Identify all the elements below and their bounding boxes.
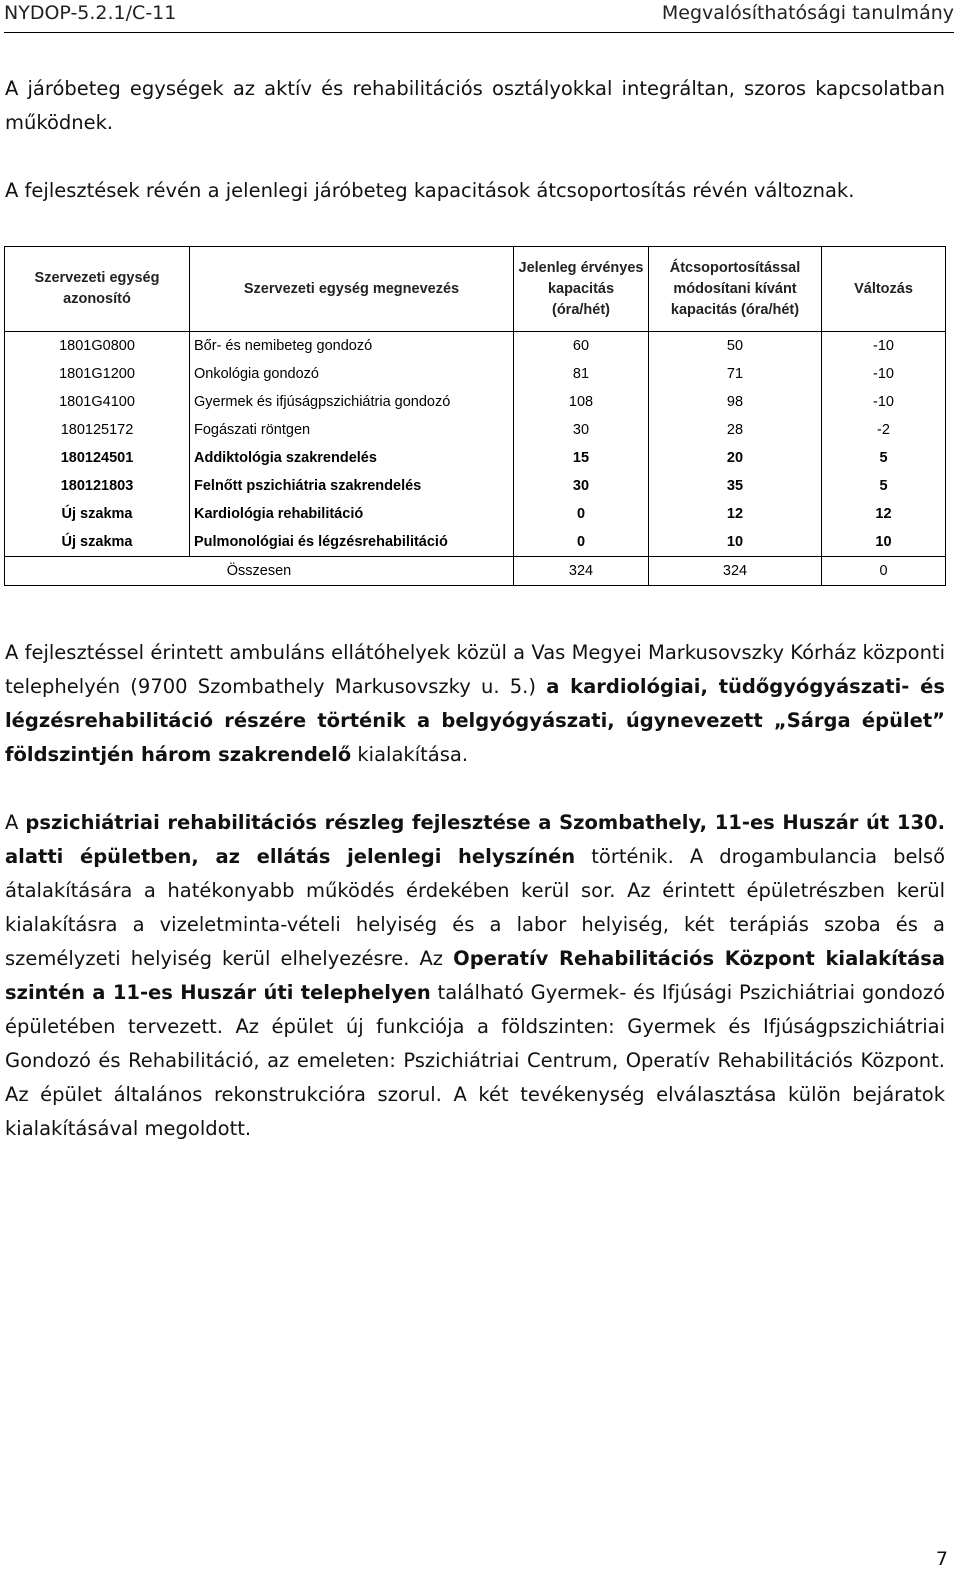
cell-unit-name: Addiktológia szakrendelés: [190, 444, 514, 472]
paragraph-integration: A járóbeteg egységek az aktív és rehabilitációs osztályokkal integráltan, szoros kapcsolatban működnek.: [5, 77, 945, 134]
cell-unit-id: 1801G4100: [5, 388, 190, 416]
table-row: [5, 360, 946, 388]
table-row: [5, 500, 946, 528]
text-segment: A: [5, 811, 26, 834]
cell-new-capacity: 71: [649, 360, 822, 388]
bold-segment: Operatív Rehabilitációs Központ kialakítása szintén a 11-es Huszár úti telephelyen: [5, 947, 946, 1004]
cell-current-capacity: 30: [514, 472, 649, 500]
bold-segment: a kardiológiai, tüdőgyógyászati- és légzésrehabilitáció részére történik a belgyógyászati, úgynevezett „Sárga épület” földszintjén három szakrendelő: [5, 675, 945, 766]
col-header-unit-name: Szervezeti egység megnevezés: [190, 247, 514, 332]
capacity-table: [4, 246, 946, 586]
col-header-new-capacity: Átcsoportosítással módosítani kívánt kapacitás (óra/hét): [649, 247, 822, 332]
cell-current-capacity: 108: [514, 388, 649, 416]
cell-unit-name: Fogászati röntgen: [190, 416, 514, 444]
table-header-row: [5, 247, 946, 332]
cell-new-capacity: 20: [649, 444, 822, 472]
total-label: Összesen: [5, 557, 514, 586]
cell-change: 5: [822, 472, 946, 500]
document-title: Megvalósíthatósági tanulmány: [661, 2, 954, 24]
cell-change: -2: [822, 416, 946, 444]
cell-current-capacity: 30: [514, 416, 649, 444]
cell-change: 5: [822, 444, 946, 472]
table-row: [5, 388, 946, 416]
text-segment: történik. A drogambulancia belső átalakítására a hatékonyabb működés érdekében kerül sor. Az érintett épületrészben kerül kialakításra a vizeletminta-vételi helyiség és a labor helyiség, két terápiás szoba és a személyzeti helyiség kerül elhelyezésre. Az: [5, 845, 945, 970]
cell-current-capacity: 60: [514, 332, 649, 361]
cell-new-capacity: 35: [649, 472, 822, 500]
cell-unit-id: Új szakma: [5, 500, 190, 528]
cell-new-capacity: 50: [649, 332, 822, 361]
cell-current-capacity: 81: [514, 360, 649, 388]
text-segment: A fejlesztéssel érintett ambuláns ellátóhelyek közül a Vas Megyei Markusovszky Kórház központi telephelyén (9700 Szombathely Markusovszky u. 5.): [5, 641, 945, 698]
cell-unit-name: Felnőtt pszichiátria szakrendelés: [190, 472, 514, 500]
page-number: 7: [935, 1548, 948, 1570]
total-change: 0: [822, 557, 946, 586]
cell-change: -10: [822, 332, 946, 361]
text-segment: található Gyermek- és Ifjúsági Pszichiátriai gondozó épületében tervezett. Az épület új funkciója a földszinten: Gyermek és Ifjúságpszichiátriai Gondozó és Rehabilitáció, az emeleten: Pszichiátriai Centrum, Operatív Rehabilitációs Központ. Az épület általános rekonstrukcióra szorul. A két tevékenység elválasztása külön bejáratok kialakításával megoldott.: [5, 981, 945, 1140]
paragraph-capacity-change: A fejlesztések révén a jelenlegi járóbeteg kapacitások átcsoportosítás révén változnak.: [5, 179, 855, 202]
cell-new-capacity: 10: [649, 528, 822, 557]
paragraph-cardiology: [5, 636, 945, 772]
cell-unit-id: Új szakma: [5, 528, 190, 557]
cell-unit-id: 1801G0800: [5, 332, 190, 361]
col-header-current-capacity: Jelenleg érvényes kapacitás (óra/hét): [514, 247, 649, 332]
paragraph-psychiatry: [5, 806, 945, 1146]
cell-change: 12: [822, 500, 946, 528]
table-row: [5, 416, 946, 444]
cell-unit-name: Kardiológia rehabilitáció: [190, 500, 514, 528]
total-current-capacity: 324: [514, 557, 649, 586]
bold-segment: pszichiátriai rehabilitációs részleg fejlesztése a Szombathely, 11-es Huszár út 130. alatti épületben, az ellátás jelenlegi helyszínén: [5, 811, 945, 868]
table-row: [5, 332, 946, 361]
text-segment: kialakítása.: [351, 743, 469, 766]
cell-unit-id: 1801G1200: [5, 360, 190, 388]
table-row: [5, 444, 946, 472]
cell-unit-name: Gyermek és ifjúságpszichiátria gondozó: [190, 388, 514, 416]
cell-unit-id: 180124501: [5, 444, 190, 472]
document-code: NYDOP-5.2.1/C-11: [4, 2, 177, 24]
col-header-unit-id: Szervezeti egység azonosító: [5, 247, 190, 332]
cell-new-capacity: 98: [649, 388, 822, 416]
col-header-change: Változás: [822, 247, 946, 332]
total-new-capacity: 324: [649, 557, 822, 586]
table-row: [5, 528, 946, 557]
cell-new-capacity: 28: [649, 416, 822, 444]
cell-change: 10: [822, 528, 946, 557]
page-header: [4, 0, 954, 33]
table-row: [5, 472, 946, 500]
table-total-row: [5, 557, 946, 586]
cell-unit-name: Onkológia gondozó: [190, 360, 514, 388]
cell-change: -10: [822, 360, 946, 388]
cell-unit-name: Pulmonológiai és légzésrehabilitáció: [190, 528, 514, 557]
cell-new-capacity: 12: [649, 500, 822, 528]
cell-current-capacity: 0: [514, 528, 649, 557]
cell-current-capacity: 15: [514, 444, 649, 472]
cell-unit-id: 180121803: [5, 472, 190, 500]
cell-unit-name: Bőr- és nemibeteg gondozó: [190, 332, 514, 361]
cell-change: -10: [822, 388, 946, 416]
cell-current-capacity: 0: [514, 500, 649, 528]
cell-unit-id: 180125172: [5, 416, 190, 444]
